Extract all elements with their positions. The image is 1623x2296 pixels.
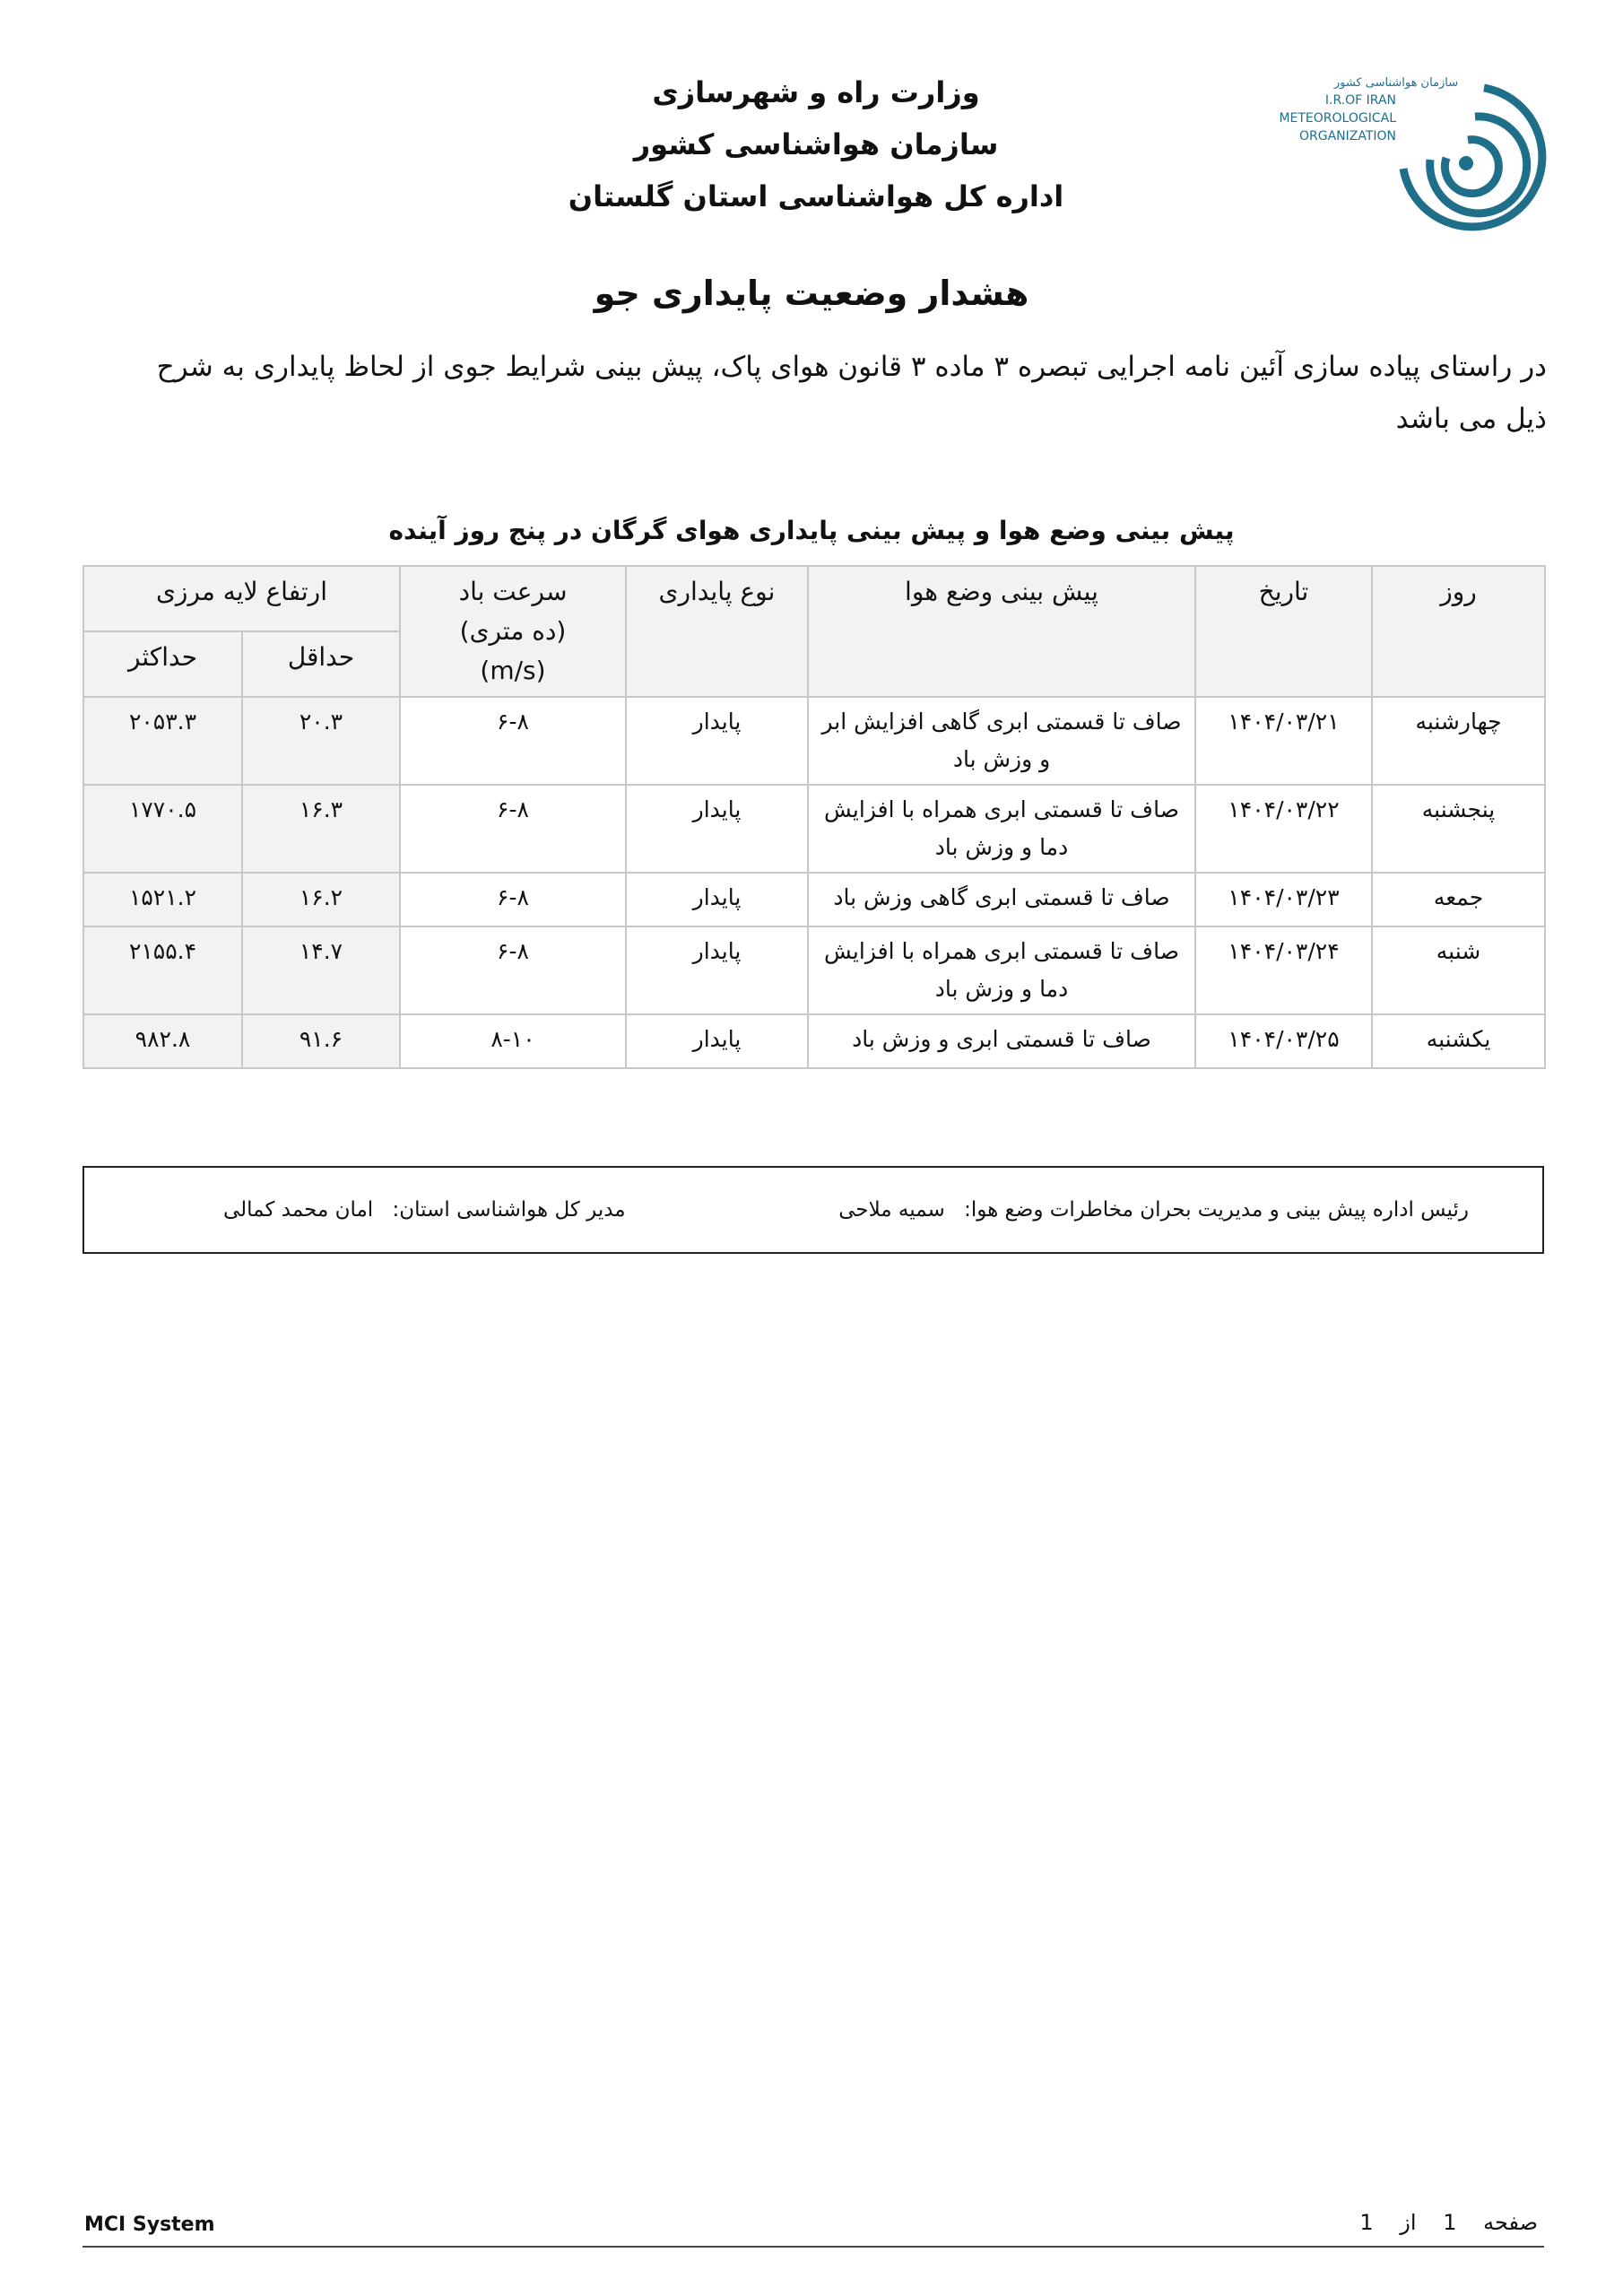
- table-row: [83, 1014, 1545, 1068]
- header-min: حداقل: [242, 631, 400, 697]
- cell-weather: صاف تا قسمتی ابری همراه با افزایش دما و وزش باد: [808, 926, 1195, 1014]
- table-row: [83, 926, 1545, 1014]
- director-label: مدیر کل هواشناسی استان:: [392, 1198, 626, 1222]
- director-name: امان محمد کمالی: [223, 1198, 374, 1222]
- footer-page-number: [1359, 2210, 1538, 2235]
- cell-min: ۱۶.۲: [242, 873, 400, 926]
- header-wind-line2: (ده متری): [459, 616, 567, 646]
- cell-wind: ۶-۸: [400, 697, 626, 785]
- cell-day: شنبه: [1372, 926, 1545, 1014]
- table-row: [83, 697, 1545, 785]
- cell-max: ۱۵۲۱.۲: [83, 873, 242, 926]
- footer-system-name: MCI System: [84, 2213, 215, 2236]
- cell-date: ۱۴۰۴/۰۳/۲۳: [1195, 873, 1372, 926]
- cell-stability: پایدار: [626, 697, 808, 785]
- header-organization: سازمان هواشناسی کشور: [633, 127, 999, 161]
- cell-day: یکشنبه: [1372, 1014, 1545, 1068]
- cell-wind: ۸-۱۰: [400, 1014, 626, 1068]
- cell-weather: صاف تا قسمتی ابری گاهی وزش باد: [808, 873, 1195, 926]
- cell-date: ۱۴۰۴/۰۳/۲۱: [1195, 697, 1372, 785]
- intro-paragraph: در راستای پیاده سازی آئین نامه اجرایی تبصره ۳ ماده ۳ قانون هوای پاک، پیش بینی شرایط جوی از لحاظ پایداری به شرح ذیل می باشد: [156, 351, 1547, 435]
- header-date: تاریخ: [1195, 566, 1372, 697]
- cell-stability: پایدار: [626, 785, 808, 873]
- table-row: [83, 873, 1545, 926]
- cell-min: ۱۴.۷: [242, 926, 400, 1014]
- cell-stability: پایدار: [626, 873, 808, 926]
- header-wind: [400, 566, 626, 697]
- logo-text-en-2: METEOROLOGICAL: [1279, 111, 1396, 126]
- footer-page-label: صفحه: [1483, 2210, 1538, 2235]
- cell-stability: پایدار: [626, 926, 808, 1014]
- forecast-head-signature: [838, 1198, 1469, 1222]
- cell-min: ۲۰.۳: [242, 697, 400, 785]
- header-day: روز: [1372, 566, 1545, 697]
- cell-max: ۲۱۵۵.۴: [83, 926, 242, 1014]
- director-signature: [223, 1198, 626, 1222]
- logo-text-fa: سازمان هواشناسی کشور: [1333, 76, 1459, 90]
- table-caption: پیش بینی وضع هوا و پیش بینی پایداری هوای گرگان در پنج روز آینده: [388, 516, 1235, 545]
- header-ministry: وزارت راه و شهرسازی: [652, 75, 980, 109]
- header-wind-line1: سرعت باد: [458, 577, 568, 606]
- logo-spiral-icon: [1403, 88, 1542, 227]
- forecast-head-label: رئیس اداره پیش بینی و مدیریت بحران مخاطرات وضع هوا:: [964, 1198, 1469, 1222]
- cell-min: ۱۶.۳: [242, 785, 400, 873]
- forecast-table: [82, 565, 1546, 1069]
- footer-page-current: 1: [1443, 2210, 1457, 2235]
- document-title: هشدار وضعیت پایداری جو: [594, 274, 1029, 313]
- cell-max: ۱۷۷۰.۵: [83, 785, 242, 873]
- cell-max: ۲۰۵۳.۳: [83, 697, 242, 785]
- cell-day: جمعه: [1372, 873, 1545, 926]
- cell-day: چهارشنبه: [1372, 697, 1545, 785]
- cell-wind: ۶-۸: [400, 873, 626, 926]
- header-weather: پیش بینی وضع هوا: [808, 566, 1195, 697]
- organization-logo: [1279, 70, 1529, 231]
- logo-text-en-1: I.R.OF IRAN: [1324, 93, 1396, 108]
- signature-box: [82, 1166, 1544, 1254]
- cell-date: ۱۴۰۴/۰۳/۲۲: [1195, 785, 1372, 873]
- cell-max: ۹۸۲.۸: [83, 1014, 242, 1068]
- footer-of-label: از: [1400, 2210, 1417, 2235]
- cell-min: ۹۱.۶: [242, 1014, 400, 1068]
- cell-weather: صاف تا قسمتی ابری و وزش باد: [808, 1014, 1195, 1068]
- cell-wind: ۶-۸: [400, 785, 626, 873]
- header-office: اداره کل هواشناسی استان گلستان: [568, 179, 1064, 213]
- header-wind-line3: (m/s): [480, 656, 546, 685]
- table-row: [83, 785, 1545, 873]
- footer-page-total: 1: [1359, 2210, 1374, 2235]
- header-max: حداکثر: [83, 631, 242, 697]
- cell-stability: پایدار: [626, 1014, 808, 1068]
- forecast-head-name: سمیه ملاحی: [838, 1198, 945, 1222]
- header-boundary-layer: ارتفاع لایه مرزی: [83, 566, 400, 631]
- cell-wind: ۶-۸: [400, 926, 626, 1014]
- cell-day: پنجشنبه: [1372, 785, 1545, 873]
- cell-date: ۱۴۰۴/۰۳/۲۵: [1195, 1014, 1372, 1068]
- cell-weather: صاف تا قسمتی ابری گاهی افزایش ابر و وزش باد: [808, 697, 1195, 785]
- cell-weather: صاف تا قسمتی ابری همراه با افزایش دما و وزش باد: [808, 785, 1195, 873]
- logo-text-en-3: ORGANIZATION: [1298, 129, 1396, 144]
- footer-divider: [82, 2246, 1544, 2248]
- header-stability: نوع پایداری: [626, 566, 808, 697]
- cell-date: ۱۴۰۴/۰۳/۲۴: [1195, 926, 1372, 1014]
